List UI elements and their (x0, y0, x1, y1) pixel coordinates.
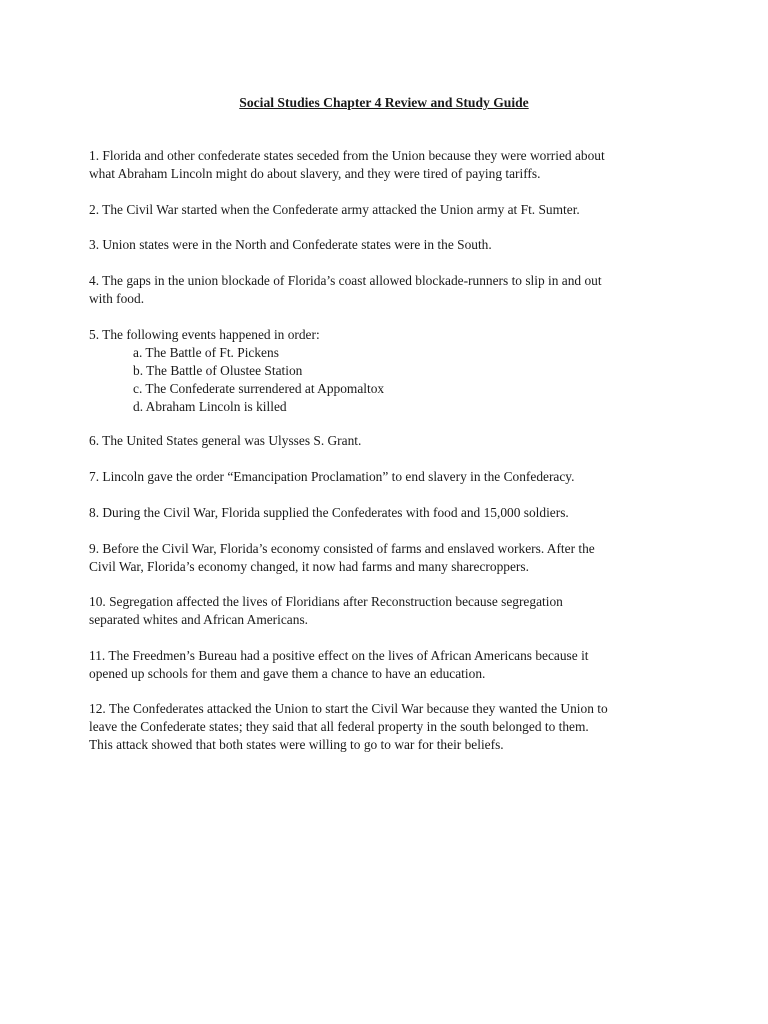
event-list-item: b. The Battle of Olustee Station (133, 363, 303, 378)
study-item-4 (89, 272, 689, 308)
item-line: 4. The gaps in the union blockade of Florida’s coast allowed blockade-runners to slip in and out (89, 273, 602, 288)
study-item-10 (89, 593, 689, 629)
study-item-7 (89, 468, 689, 486)
study-item-3 (89, 236, 689, 254)
study-item-1 (89, 147, 689, 183)
item-line: 2. The Civil War started when the Confederate army attacked the Union army at Ft. Sumter. (89, 202, 580, 217)
study-item-5 (89, 326, 689, 416)
item-line: 3. Union states were in the North and Confederate states were in the South. (89, 237, 492, 252)
item-line: leave the Confederate states; they said that all federal property in the south belonged to them. (89, 719, 589, 734)
study-item-12 (89, 700, 689, 754)
event-list-item: a. The Battle of Ft. Pickens (133, 345, 279, 360)
item-line: what Abraham Lincoln might do about slavery, and they were tired of paying tariffs. (89, 166, 541, 181)
item-line: 5. The following events happened in order: (89, 327, 320, 342)
study-item-8 (89, 504, 689, 522)
item-line: opened up schools for them and gave them a chance to have an education. (89, 666, 486, 681)
item-line: 7. Lincoln gave the order “Emancipation Proclamation” to end slavery in the Confederacy. (89, 469, 575, 484)
item-line: 11. The Freedmen’s Bureau had a positive effect on the lives of African Americans because it (89, 648, 589, 663)
study-item-6 (89, 432, 689, 450)
item-line: Civil War, Florida’s economy changed, it now had farms and many sharecroppers. (89, 559, 529, 574)
item-line: 1. Florida and other confederate states seceded from the Union because they were worried about (89, 148, 605, 163)
item-line: 12. The Confederates attacked the Union to start the Civil War because they wanted the Union to (89, 701, 608, 716)
event-list-item: c. The Confederate surrendered at Appomaltox (133, 381, 385, 396)
item-line: 9. Before the Civil War, Florida’s economy consisted of farms and enslaved workers. After the (89, 541, 595, 556)
item-line: 8. During the Civil War, Florida supplied the Confederates with food and 15,000 soldiers. (89, 505, 569, 520)
event-list-item: d. Abraham Lincoln is killed (133, 399, 287, 414)
item-line: 10. Segregation affected the lives of Floridians after Reconstruction because segregation (89, 594, 563, 609)
item-line: separated whites and African Americans. (89, 612, 309, 627)
study-item-2 (89, 201, 689, 219)
study-item-9 (89, 540, 689, 576)
page-title: Social Studies Chapter 4 Review and Study Guide (239, 95, 529, 110)
item-line: with food. (89, 291, 145, 306)
item-line: This attack showed that both states were willing to go to war for their beliefs. (89, 737, 504, 752)
study-item-11 (89, 647, 689, 683)
item-line: 6. The United States general was Ulysses S. Grant. (89, 433, 362, 448)
